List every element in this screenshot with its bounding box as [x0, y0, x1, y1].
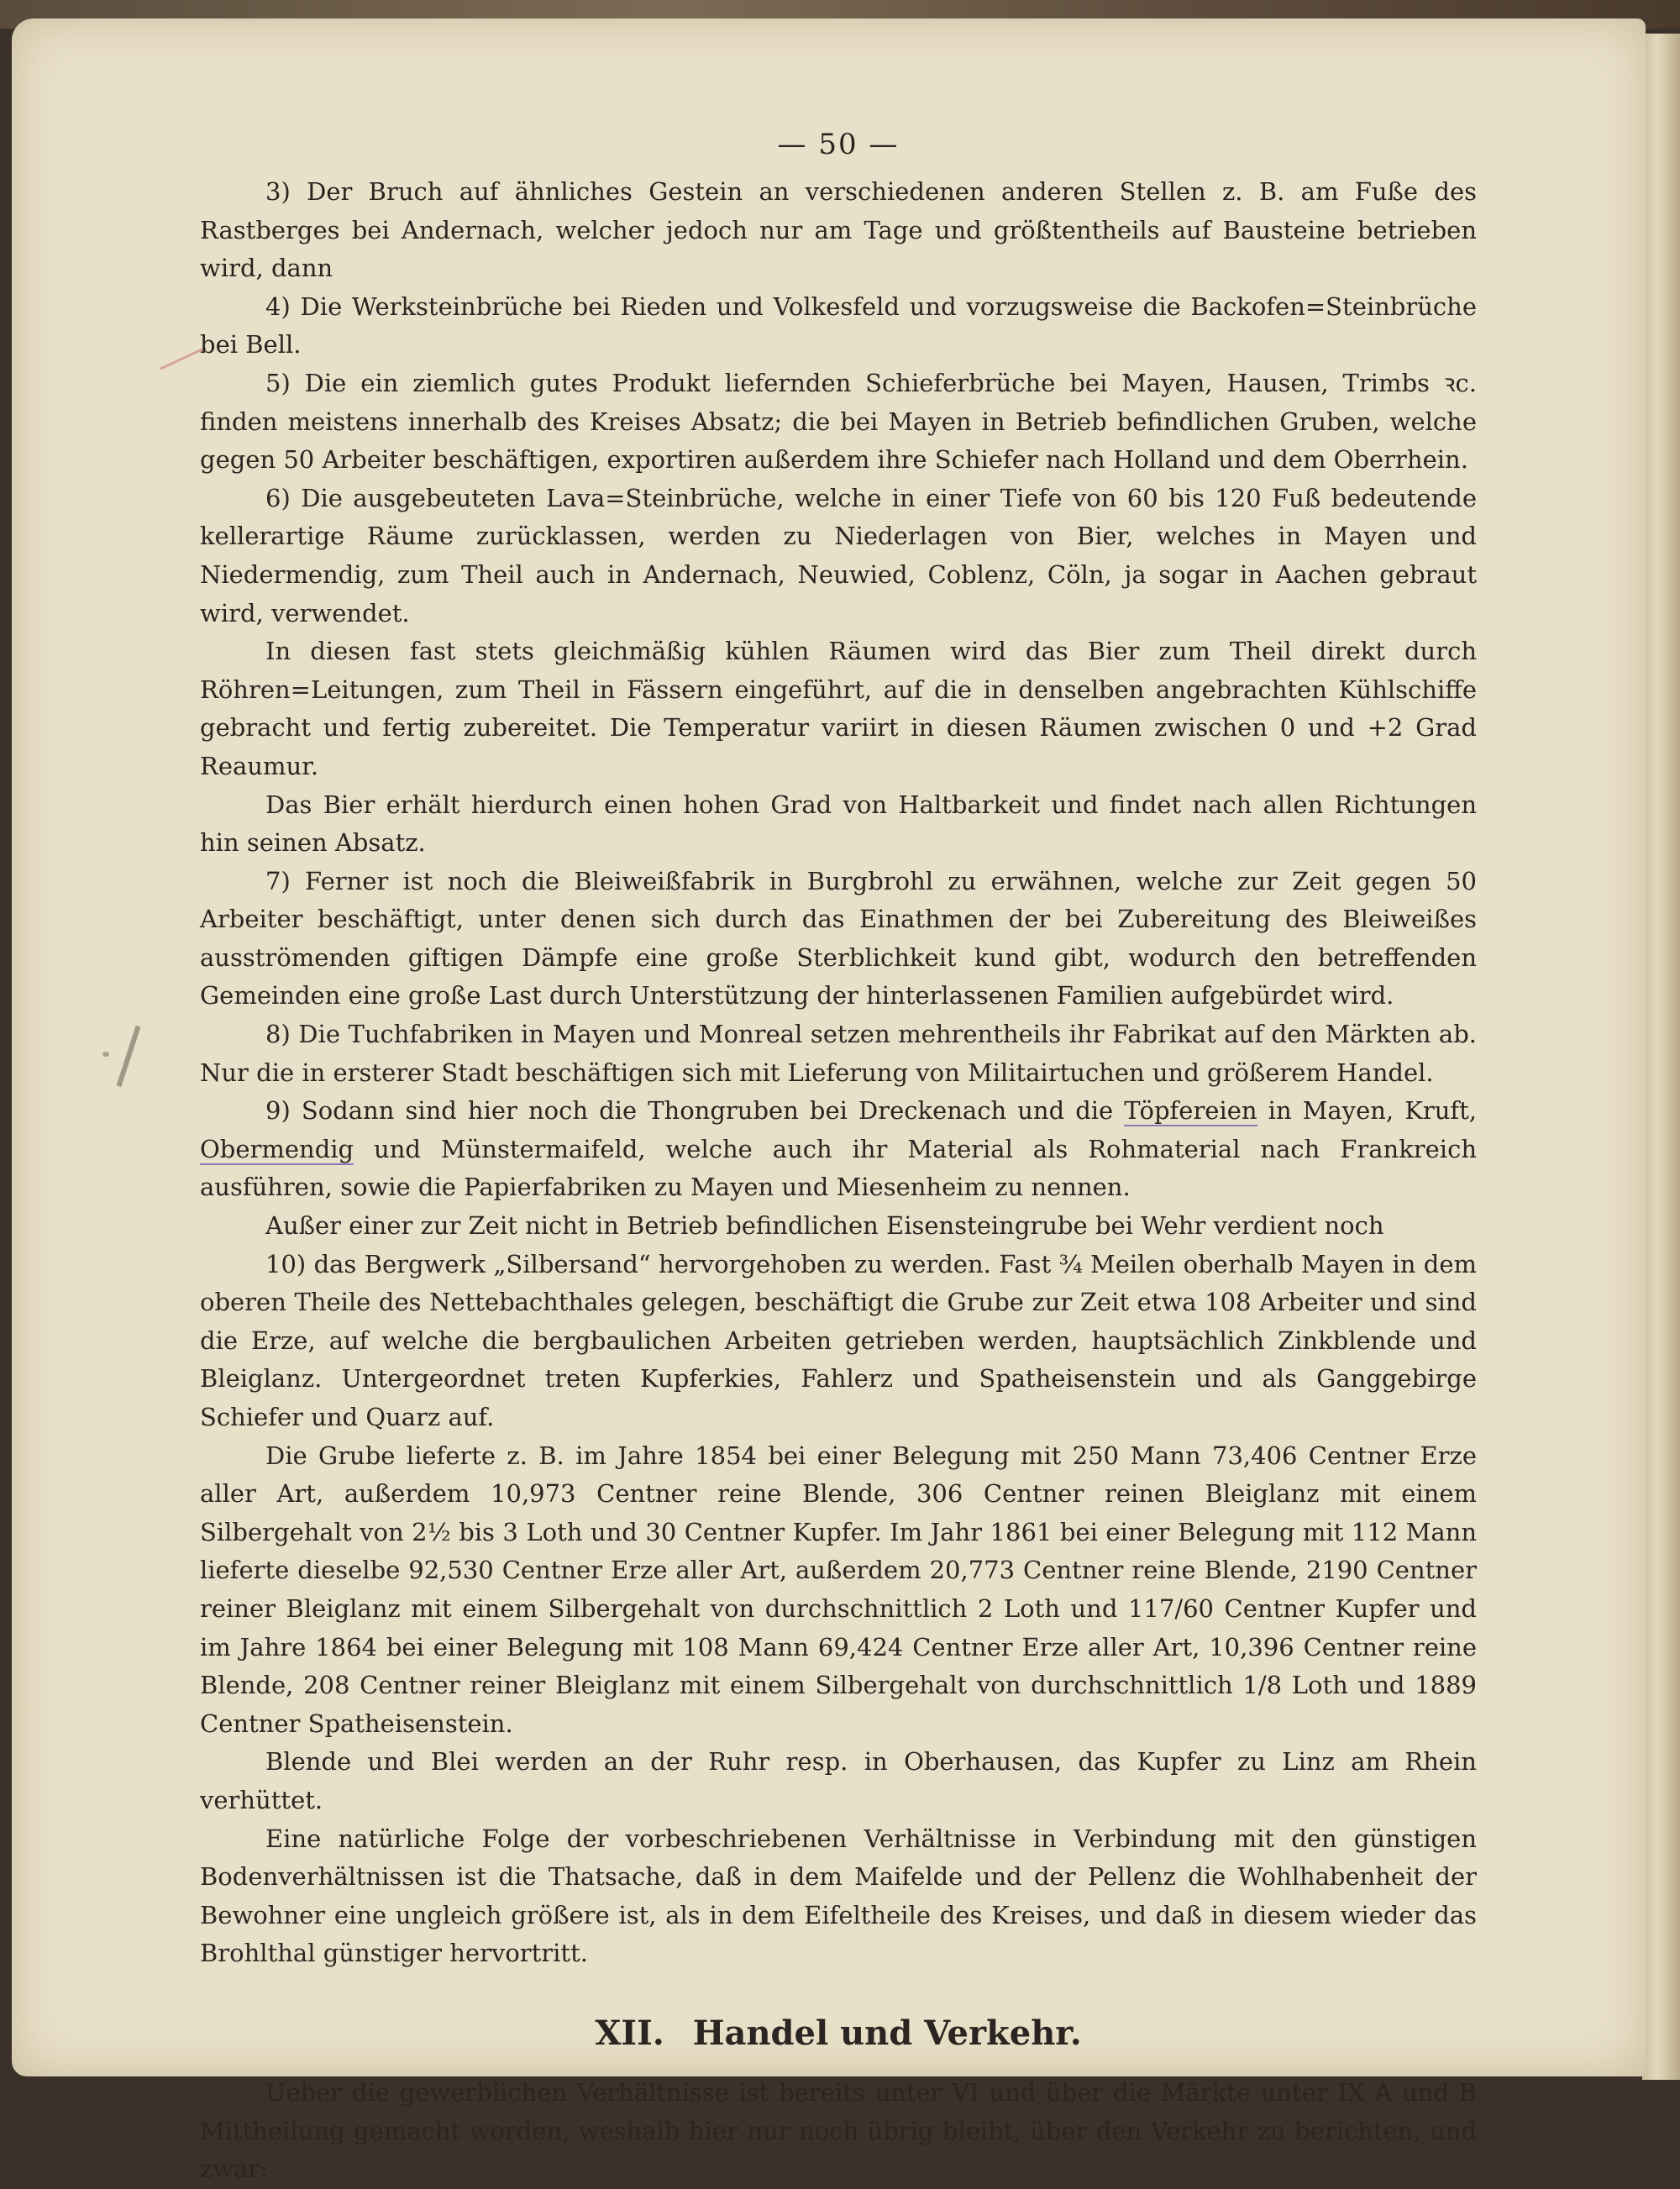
- page-text: [200, 126, 1477, 2189]
- text-run: und Münstermaifeld, welche auch ihr Material als Rohmaterial nach Frankreich ausführen, sowie die Papierfabriken zu Mayen und Miesenheim zu nennen.: [200, 1134, 1477, 1202]
- paragraph: Die Grube lieferte z. B. im Jahre 1854 bei einer Belegung mit 250 Mann 73,406 Centner Erze aller Art, außerdem 10,973 Centner reine Blende, 306 Centner reinen Bleiglanz mit einem Silbergehalt von 2½ bis 3 Loth und 30 Centner Kupfer. Im Jahr 1861 bei einer Belegung mit 112 Mann lieferte dieselbe 92,530 Centner Erze aller Art, außerdem 20,773 Centner reine Blende, 2190 Centner reiner Bleiglanz mit einem Silbergehalt von durchschnittlich 2 Loth und 117/60 Centner Kupfer und im Jahre 1864 bei einer Belegung mit 108 Mann 69,424 Centner Erze aller Art, 10,396 Centner reine Blende, 208 Centner reiner Bleiglanz mit einem Silbergehalt von durchschnittlich 1/8 Loth und 1889 Centner Spatheisenstein.: [200, 1441, 1477, 1738]
- paragraph: 4) Die Werksteinbrüche bei Rieden und Volkesfeld und vorzugsweise die Backofen=Steinbrüche bei Bell.: [200, 291, 1477, 360]
- paragraph: Eine natürliche Folge der vorbeschriebenen Verhältnisse in Verbindung mit den günstigen Bodenverhältnissen ist die Thatsache, daß in dem Maifelde und der Pellenz die Wohlhabenheit der Bewohner eine ungleich größere ist, als in dem Eifeltheile des Kreises, und daß in diesem wieder das Brohlthal günstiger hervortritt.: [200, 1824, 1477, 1968]
- paragraph-9: [200, 1092, 1477, 1207]
- underlined-word: Obermendig: [200, 1134, 354, 1163]
- text-run: 9) Sodann sind hier noch die Thongruben bei Dreckenach und die: [265, 1096, 1125, 1126]
- paragraph: 5) Die ein ziemlich gutes Produkt liefernden Schieferbrüche bei Mayen, Hausen, Trimbs ꝛc. finden meistens innerhalb des Kreises Absatz; die bei Mayen in Betrieb befindlichen Gruben, welche gegen 50 Arbeiter beschäftigen, exportiren außerdem ihre Schiefer nach Holland und dem Oberrhein.: [200, 368, 1477, 475]
- section-heading: [200, 2012, 1477, 2055]
- text-run: in Mayen, Kruft,: [1257, 1096, 1478, 1126]
- paragraph: 6) Die ausgebeuteten Lava=Steinbrüche, welche in einer Tiefe von 60 bis 120 Fuß bedeutende kellerartige Räume zurücklassen, werden zu Niederlagen von Bier, welches in Mayen und Niedermendig, zum Theil auch in Andernach, Neuwied, Coblenz, Cöln, ja sogar in Aachen gebraut wird, verwendet.: [200, 483, 1477, 627]
- section-number: XII.: [595, 2013, 664, 2053]
- paragraph: Außer einer zur Zeit nicht in Betrieb befindlichen Eisensteingrube bei Wehr verdient noch: [265, 1211, 1384, 1241]
- section-title: Handel und Verkehr.: [692, 2013, 1082, 2053]
- paragraph: Blende und Blei werden an der Ruhr resp. in Oberhausen, das Kupfer zu Linz am Rhein verhüttet.: [200, 1747, 1477, 1814]
- pencil-dot-mark: [102, 1052, 109, 1057]
- paragraph: Ueber die gewerblichen Verhältnisse ist bereits unter VI und über die Märkte unter IX A und B Mittheilung gemacht worden, weshalb hier nur noch übrig bleibt, über den Verkehr zu berichten, und zwar:: [200, 2077, 1477, 2184]
- paragraph: 7) Ferner ist noch die Bleiweißfabrik in Burgbrohl zu erwähnen, welche zur Zeit gegen 50 Arbeiter beschäftigt, unter denen sich durch das Einathmen der bei Zubereitung des Bleiweißes ausströmenden giftigen Dämpfe eine große Sterblichkeit kund gibt, wodurch den betreffenden Gemeinden eine große Last durch Unterstützung der hinterlassenen Familien aufgebürdet wird.: [200, 866, 1477, 1011]
- paragraph: Das Bier erhält hierdurch einen hohen Grad von Haltbarkeit und findet nach allen Richtungen hin seinen Absatz.: [200, 790, 1477, 858]
- paragraph: 3) Der Bruch auf ähnliches Gestein an verschiedenen anderen Stellen z. B. am Fuße des Rastberges bei Andernach, welcher jedoch nur am Tage und größtentheils auf Bausteine betrieben wird, dann: [200, 177, 1477, 283]
- paragraph: In diesen fast stets gleichmäßig kühlen Räumen wird das Bier zum Theil direkt durch Röhren=Leitungen, zum Theil in Fässern eingeführt, auf die in denselben angebrachten Kühlschiffe gebracht und fertig zubereitet. Die Temperatur variirt in diesen Räumen zwischen 0 und +2 Grad Reaumur.: [200, 637, 1477, 780]
- paragraph: 8) Die Tuchfabriken in Mayen und Monreal setzen mehrentheils ihr Fabrikat auf den Märkten ab. Nur die in ersterer Stadt beschäftigen sich mit Lieferung von Militairtuchen und größerem Handel.: [200, 1020, 1477, 1087]
- underlined-word: Töpfereien: [1124, 1096, 1257, 1126]
- book-right-edge: [1642, 34, 1680, 2080]
- page-number: — 50 —: [777, 128, 900, 161]
- paragraph: 10) das Bergwerk „Silbersand“ hervorgehoben zu werden. Fast ¾ Meilen oberhalb Mayen in dem oberen Theile des Nettebachthales gelegen, beschäftigt die Grube zur Zeit etwa 108 Arbeiter und sind die Erze, auf welche die bergbaulichen Arbeiten getrieben werden, hauptsächlich Zinkblende und Bleiglanz. Untergeordnet treten Kupferkies, Fahlerz und Spatheisenstein und als Ganggebirge Schiefer und Quarz auf.: [200, 1249, 1477, 1431]
